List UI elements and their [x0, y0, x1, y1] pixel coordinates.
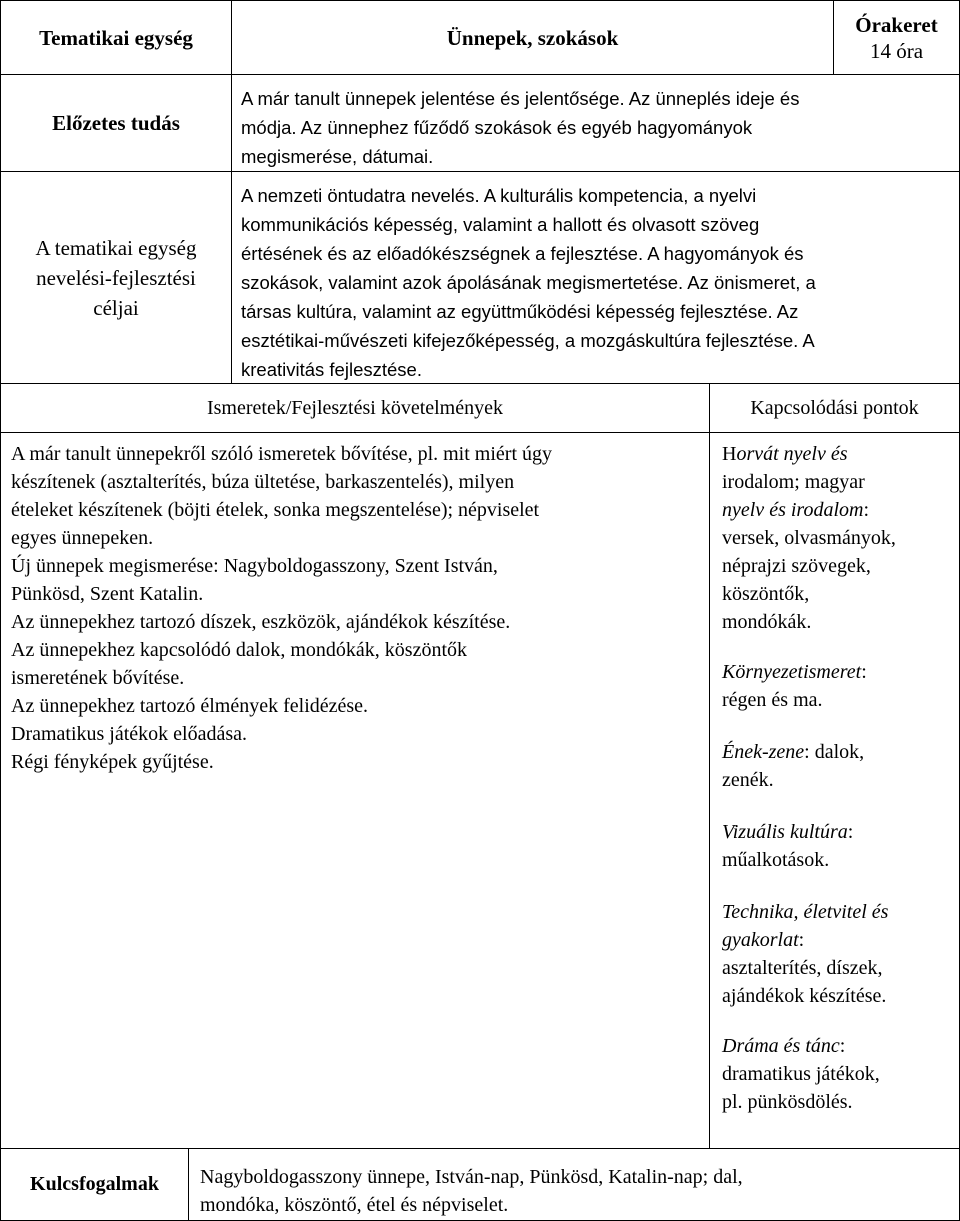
requirements-line: Az ünnepekhez tartozó díszek, eszközök, ajándékok készítése.	[11, 611, 511, 633]
requirements-line: Pünkösd, Szent Katalin.	[11, 583, 204, 605]
requirements-text	[11, 440, 706, 776]
connection-text: :	[798, 929, 805, 951]
subject-name: gyakorlat	[722, 929, 799, 951]
subject-name: Dráma és tánc	[722, 1035, 840, 1057]
connection-text: műalkotások.	[722, 849, 830, 871]
connection-line	[722, 1088, 958, 1116]
subject-name: Környezetismeret	[722, 661, 862, 683]
requirements-line: Dramatikus játékok előadása.	[11, 723, 248, 745]
connection-group	[722, 818, 958, 874]
requirements-line: készítenek (asztalterítés, búza ültetése, barkaszentelés), milyen	[11, 471, 515, 493]
connection-line	[722, 954, 958, 982]
connection-group	[722, 658, 958, 714]
connection-group	[722, 440, 958, 636]
connections-header: Kapcsolódási pontok	[750, 396, 919, 419]
subject-name: nyelv és irodalom	[722, 499, 864, 521]
connection-line	[722, 608, 958, 636]
connection-text: :	[847, 821, 854, 843]
connection-group	[722, 1032, 958, 1116]
connection-text: pl. pünkösdölés.	[722, 1091, 853, 1113]
requirements-line: Régi fényképek gyűjtése.	[11, 751, 214, 773]
goals-label-cell	[1, 172, 231, 383]
goals-line: kreativitás fejlesztése.	[241, 359, 422, 380]
connection-line	[722, 818, 958, 846]
subject-name: Technika, életvitel és	[722, 901, 889, 923]
connection-text: köszöntők,	[722, 583, 810, 605]
connection-text: H	[722, 443, 737, 465]
goals-label-line: A tematikai egység	[35, 235, 197, 260]
subject-name: Vizuális kultúra	[722, 821, 848, 843]
goals-label-line: céljai	[93, 295, 139, 320]
connection-text: :	[863, 499, 870, 521]
hours-cell	[834, 1, 959, 74]
requirements-line: Az ünnepekhez tartozó élmények felidézése.	[11, 695, 369, 717]
connection-text: dramatikus játékok,	[722, 1063, 880, 1085]
connection-text: ajándékok készítése.	[722, 985, 887, 1007]
prior-knowledge-line: módja. Az ünnephez fűződő szokások és egyéb hagyományok	[241, 117, 753, 138]
goals-line: társas kultúra, valamint az együttműködési képesség fejlesztése. Az	[241, 301, 799, 322]
prior-knowledge-label: Előzetes tudás	[52, 111, 180, 135]
subject-name: Ének-zene	[722, 741, 805, 763]
connection-text: zenék.	[722, 769, 774, 791]
row-divider-subheader	[0, 432, 959, 433]
connection-line	[722, 898, 958, 926]
connection-text: asztalterítés, díszek,	[722, 957, 883, 979]
connection-text: régen és ma.	[722, 689, 823, 711]
requirements-line: A már tanult ünnepekről szóló ismeretek bővítése, pl. mit miért úgy	[11, 443, 552, 465]
connection-line	[722, 468, 958, 496]
connection-line	[722, 580, 958, 608]
key-concepts-line: mondóka, köszöntő, étel és népviselet.	[200, 1194, 509, 1216]
connection-line	[722, 982, 958, 1010]
connection-group	[722, 738, 958, 794]
connection-text: :	[861, 661, 867, 683]
subject-name: orvát nyelv és	[736, 443, 848, 465]
connection-group	[722, 898, 958, 1010]
connection-line	[722, 686, 958, 714]
connection-line	[722, 846, 958, 874]
key-concepts-line: Nagyboldogasszony ünnepe, István-nap, Pünkösd, Katalin-nap; dal,	[200, 1166, 743, 1188]
connections-header-cell	[710, 384, 959, 432]
unit-title: Ünnepek, szokások	[446, 25, 619, 50]
connection-text: versek, olvasmányok,	[722, 527, 896, 549]
unit-label-cell	[1, 1, 231, 74]
prior-knowledge-text	[241, 84, 956, 171]
requirements-line: Új ünnepek megismerése: Nagyboldogasszony, Szent István,	[11, 555, 498, 577]
key-concepts-label: Kulcsfogalmak	[30, 1173, 159, 1195]
hours-value: 14 óra	[869, 38, 924, 63]
goals-label-line: nevelési-fejlesztési	[36, 265, 196, 290]
unit-title-cell	[232, 1, 833, 74]
connection-line	[722, 524, 958, 552]
connection-line	[722, 658, 958, 686]
connection-text: irodalom; magyar	[722, 471, 865, 493]
prior-knowledge-label-cell	[1, 75, 231, 171]
connection-text: mondókák.	[722, 611, 812, 633]
col-divider-keyconcepts	[188, 1148, 189, 1221]
unit-label: Tematikai egység	[39, 25, 193, 50]
connection-text: : dalok,	[804, 741, 865, 763]
connection-line	[722, 440, 958, 468]
col-divider-connections	[709, 383, 710, 1149]
connection-line	[722, 926, 958, 954]
requirements-line: Az ünnepekhez kapcsolódó dalok, mondókák, köszöntők	[11, 639, 468, 661]
hours-label: Órakeret	[855, 12, 938, 37]
connection-line	[722, 496, 958, 524]
goals-line: esztétikai-művészeti kifejezőképesség, a mozgáskultúra fejlesztése. A	[241, 330, 815, 351]
goals-line: szokások, valamint azok ápolásának megismertetése. Az önismeret, a	[241, 272, 816, 293]
connection-line	[722, 1032, 958, 1060]
goals-line: értésének és az előadókészségnek a fejlesztése. A hagyományok és	[241, 243, 804, 264]
requirements-header: Ismeretek/Fejlesztési követelmények	[206, 396, 503, 419]
key-concepts-label-cell	[1, 1149, 188, 1220]
prior-knowledge-line: A már tanult ünnepek jelentése és jelentősége. Az ünneplés ideje és	[241, 88, 800, 109]
connection-text: :	[839, 1035, 846, 1057]
key-concepts-text	[200, 1163, 956, 1219]
goals-line: A nemzeti öntudatra nevelés. A kulturális kompetencia, a nyelvi	[241, 185, 757, 206]
connection-line	[722, 738, 958, 766]
requirements-header-cell	[1, 384, 709, 432]
connection-line	[722, 552, 958, 580]
goals-line: kommunikációs képesség, valamint a hallott és olvasott szöveg	[241, 214, 760, 235]
requirements-line: ismeretének bővítése.	[11, 667, 185, 689]
connection-line	[722, 1060, 958, 1088]
requirements-line: ételeket készítenek (böjti ételek, sonka megszentelése); népviselet	[11, 499, 540, 521]
goals-text	[241, 181, 956, 384]
connection-line	[722, 766, 958, 794]
connection-text: néprajzi szövegek,	[722, 555, 871, 577]
requirements-line: egyes ünnepeken.	[11, 527, 154, 549]
connections-list	[722, 440, 958, 1116]
prior-knowledge-line: megismerése, dátumai.	[241, 146, 434, 167]
